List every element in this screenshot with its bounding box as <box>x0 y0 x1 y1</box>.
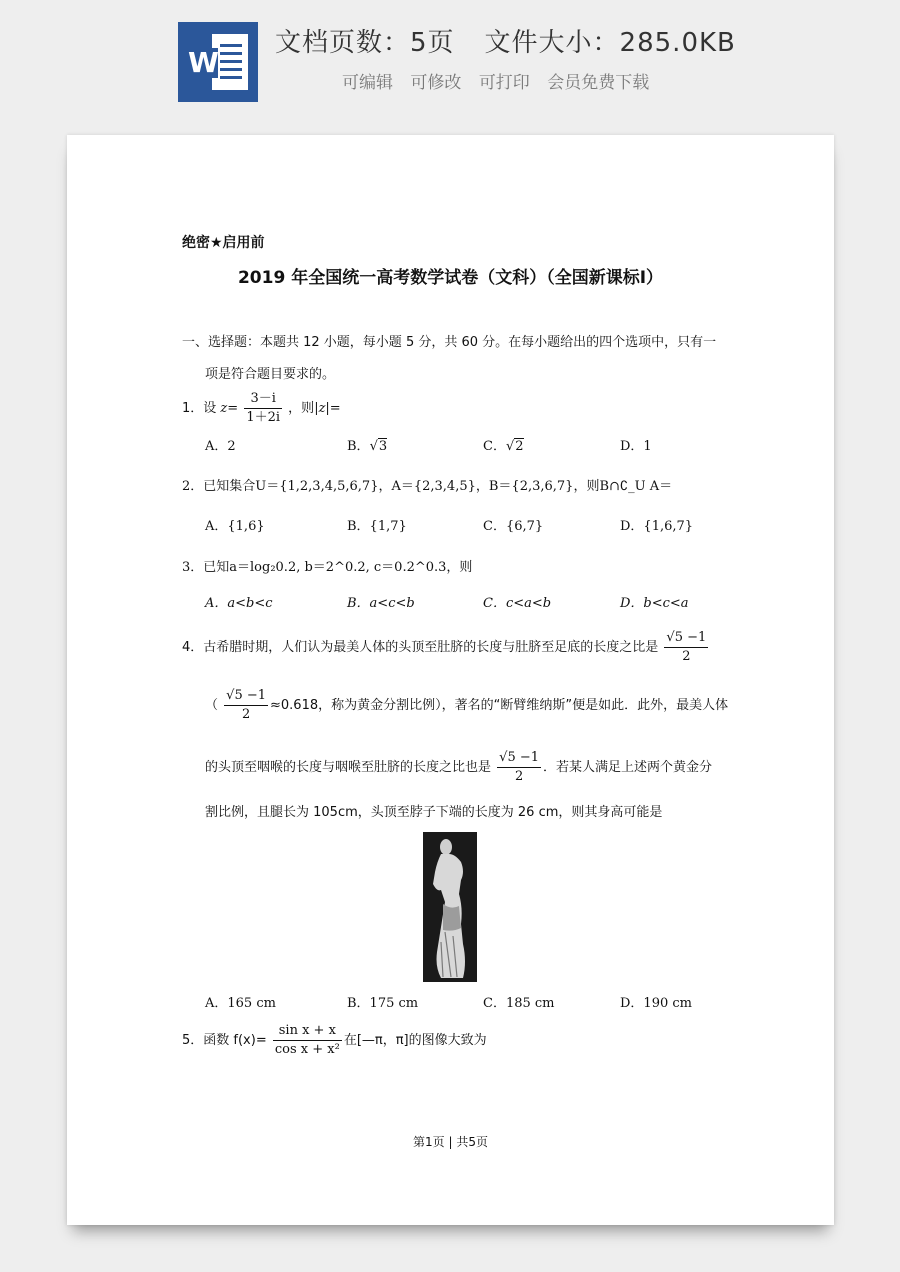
q4-golden-ratio: $\frac{√5 -1}{2}$ <box>666 630 707 664</box>
q4-golden-ratio-3: $\frac{√5 -1}{2}$ <box>499 750 540 784</box>
q1-numerator: 3－i <box>244 390 282 409</box>
q4-line1: 4．古希腊时期，人们认为最美人体的头顶至肚脐的长度与肚脐至足底的长度之比是 <box>182 640 659 655</box>
question-1 <box>182 390 341 427</box>
word-document-icon: W <box>178 22 258 102</box>
q1-eq: = <box>227 401 239 416</box>
q1-option-d: D．1 <box>620 439 652 454</box>
q2-option-c: C．{6,7} <box>483 519 544 534</box>
q4-line4: 割比例，且腿长为 105cm，头顶至脖子下端的长度为 26 cm，则其身高可能是 <box>205 805 663 820</box>
feature-printable: 可打印 <box>478 73 530 93</box>
q2-option-d: D．{1,6,7} <box>620 519 694 534</box>
q4-line3: 的头顶至咽喉的长度与咽喉至肚脐的长度之比也是 $\frac{√5 -1}{2}$ ．若某人满足上述两个黄金分 <box>205 750 713 784</box>
feature-list <box>342 68 661 93</box>
q4-option-b: B．175 cm <box>347 996 419 1011</box>
q3-option-d: D．b<c<a <box>620 596 689 611</box>
question-4 <box>182 629 710 666</box>
feature-modifiable: 可修改 <box>410 73 462 93</box>
page-footer: 第1页 | 共5页 <box>413 1135 488 1149</box>
q3-option-b: B．a<c<b <box>347 596 415 611</box>
q4-golden-ratio-2: $\frac{√5 -1}{2}$ <box>226 688 267 722</box>
page-count: 文档页数：5页 <box>275 28 455 58</box>
question-2: 2．已知集合U＝{1,2,3,4,5,6,7}，A＝{2,3,4,5}，B＝{2,3,6,7}，则B∩∁_U A＝ <box>182 479 673 494</box>
q1-tail: = <box>329 401 341 416</box>
q5-prefix: 5．函数 f(x)= <box>182 1033 267 1048</box>
section-instruction: 一、选择题：本题共 12 小题，每小题 5 分，共 60 分。在每小题给出的四个选项中，只有一 <box>182 335 717 350</box>
download-header <box>0 0 900 135</box>
document-page <box>67 135 834 1225</box>
q1-option-a: A．2 <box>205 439 236 454</box>
q4-line2: （ $\frac{√5 -1}{2}$ ≈0.618，称为黄金分割比例），著名的“断臂维纳斯”便是如此．此外，最美人体 <box>205 688 729 722</box>
feature-free-download: 会员免费下载 <box>547 73 650 93</box>
q4-option-a: A．165 cm <box>205 996 276 1011</box>
section-instruction-cont: 项是符合题目要求的。 <box>205 367 336 382</box>
feature-editable: 可编辑 <box>342 73 393 93</box>
q1-abs: |z| <box>314 401 330 416</box>
q1-suffix: ，则 <box>288 401 315 416</box>
q3-option-c: C．c<a<b <box>483 596 552 611</box>
q1-denominator: 1＋2i <box>246 410 281 425</box>
q1-var: z <box>220 401 228 416</box>
q3-option-a: A．a<b<c <box>205 596 273 611</box>
question-3: 3．已知a＝log₂0.2, b＝2^0.2, c＝0.2^0.3，则 <box>182 560 473 575</box>
q4-option-d: D．190 cm <box>620 996 692 1011</box>
q1-option-b: B．√3 <box>347 439 388 454</box>
q4-option-c: C．185 cm <box>483 996 555 1011</box>
file-info <box>275 22 766 59</box>
secret-label: 绝密★启用前 <box>182 235 265 251</box>
q2-option-a: A．{1,6} <box>205 519 265 534</box>
q5-suffix: 在[—π，π]的图像大致为 <box>343 1033 487 1048</box>
venus-statue-image <box>423 832 477 982</box>
question-5 <box>182 1022 487 1059</box>
file-size: 文件大小：285.0KB <box>484 28 736 58</box>
q1-option-c: C．√2 <box>483 439 524 454</box>
q2-option-b: B．{1,7} <box>347 519 407 534</box>
exam-title: 2019 年全国统一高考数学试卷（文科）（全国新课标Ⅰ） <box>237 268 664 288</box>
q1-fraction <box>244 390 282 427</box>
q5-fraction: $\frac{\text{sin x + x}}{\text{cos x + x²}}$ <box>274 1023 340 1057</box>
q1-prefix: 1．设 <box>182 401 217 416</box>
